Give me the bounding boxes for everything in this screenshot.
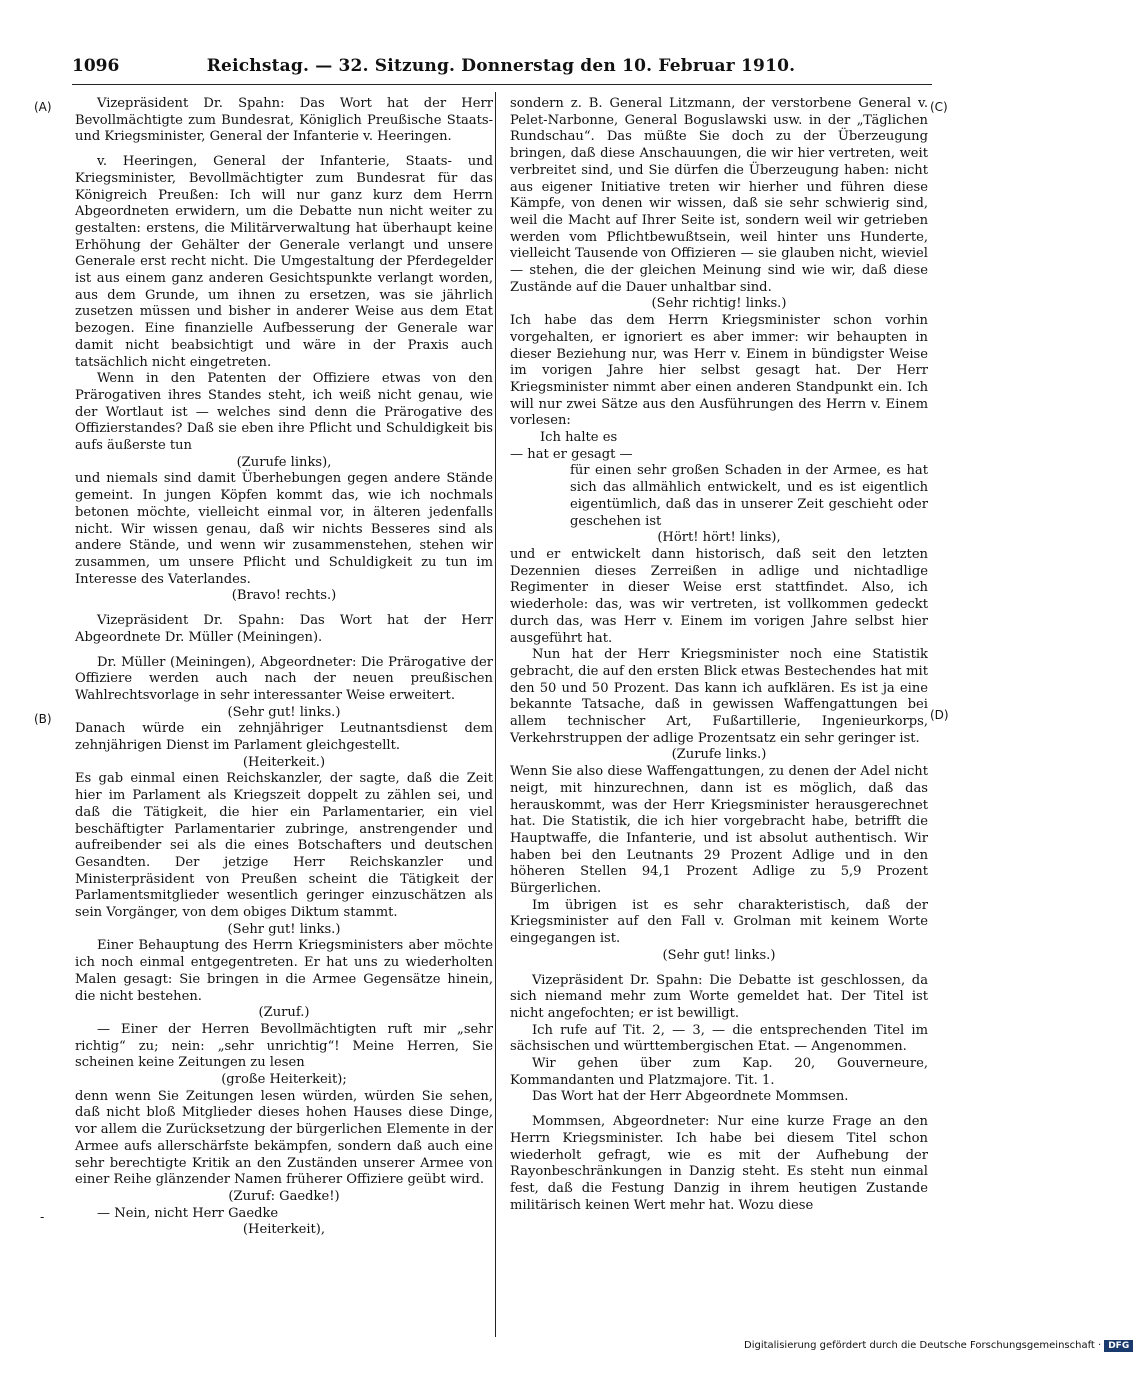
quote-line: Ich halte es xyxy=(540,430,618,446)
paragraph: Das Wort hat der Herr Abgeordnete Mommsen. xyxy=(532,1089,849,1105)
page-header xyxy=(72,56,930,82)
paragraph: Wir gehen über zum Kap. 20, Gouverneure, Kommandanten und Platzmajore. Tit. 1. xyxy=(510,1056,928,1088)
interjection: (Heiterkeit.) xyxy=(242,754,326,770)
paragraph: Nun hat der Herr Kriegsminister noch eine Statistik gebracht, die auf den ersten Blick etwas Bestechendes hat mit den 50 und 50 Prozent. Das kann ich aufklären. Es ist ja eine bekannte Tatsache, daß in gewissen Waffengattungen bei allem technischer Art, Fußartillerie, Ingenieurkorps, Verkehrstruppen der adlige Prozentsatz ein sehr geringer ist. xyxy=(510,647,928,746)
paragraph: Mommsen, Abgeordneter: Nur eine kurze Frage an den Herrn Kriegsminister. Ich habe bei diesem Titel schon wiederholt gefragt, wie es mit der Aufhebung der Rayonbeschränkungen in Danzig steht. Es steht nun einmal fest, daß die Festung Danzig in ihrem heutigen Zustande militärisch keinen Wert mehr hat. Wozu diese xyxy=(510,1114,928,1213)
paragraph: Wenn in den Patenten der Offiziere etwas von den Prärogativen ihres Standes steht, ich weiß nicht genau, wie der Wortlaut ist — welches sind denn die Prärogative des Offizierstandes? Daß sie eben ihre Pflicht und Schuldigkeit bis aufs äußerste tun xyxy=(75,371,493,454)
margin-mark-dash: - xyxy=(40,1210,45,1224)
quote-block: für einen sehr großen Schaden in der Armee, es hat sich das allmählich entwickelt, und es ist eigentlich eigentümlich, daß das in unserer Zeit geschieht oder geschehen ist xyxy=(570,463,928,529)
page-number: 1096 xyxy=(72,56,120,76)
interjection: (Heiterkeit), xyxy=(242,1222,326,1238)
left-column xyxy=(75,96,493,1239)
quote-line: — hat er gesagt — xyxy=(510,446,633,462)
interjection: (Hört! hört! links), xyxy=(657,530,781,546)
paragraph: Vizepräsident Dr. Spahn: Das Wort hat der Herr Abgeordnete Dr. Müller (Meiningen). xyxy=(75,613,493,645)
paragraph: Dr. Müller (Meiningen), Abgeordneter: Die Prärogative der Offiziere werden auch nach der neuen preußischen Wahlrechtsvorlage in sehr interessanter Weise erweitert. xyxy=(75,654,493,703)
paragraph: Einer Behauptung des Herrn Kriegsministers aber möchte ich noch einmal entgegentreten. Er hat uns zu wiederholten Malen gesagt: Sie bringen in die Armee Gegensätze hinein, die nicht bestehen. xyxy=(75,938,493,1004)
interjection: (Sehr gut! links.) xyxy=(227,921,341,937)
paragraph: und er entwickelt dann historisch, daß seit den letzten Dezennien dieses Zerreißen in adlige und nichtadlige Regimenter in dieser Weise erst stattfindet. Also, ich wiederhole: das, was wir vertreten, ist vollkommen gedeckt durch das, was Herr v. Einem im vorigen Jahre selbst hier ausgeführt hat. xyxy=(510,546,928,646)
paragraph: — Nein, nicht Herr Gaedke xyxy=(97,1205,279,1221)
margin-mark-d: (D) xyxy=(930,708,949,722)
paragraph: Wenn Sie also diese Waffengattungen, zu denen der Adel nicht neigt, mit hinzurechnen, dann ist es möglich, daß das herauskommt, was der Herr Kriegsminister herausgerechnet hat. Die Statistik, die ich hier vorgebracht habe, betrifft die Hauptwaffe, die Infanterie, und ist absolut authentisch. Wir haben bei den Leutnants 29 Prozent Adlige und in den höheren Stellen 94,1 Prozent Adlige zu 5,9 Prozent Bürgerlichen. xyxy=(510,764,928,897)
paragraph: v. Heeringen, General der Infanterie, Staats- und Kriegsminister, Bevollmächtigter zum Bundesrat für das Königreich Preußen: Ich will nur ganz kurz dem Herrn Abgeordneten erwidern, um die Debatte nun nicht weiter zu gestalten: erstens, die Militärverwaltung hat überhaupt keine Erhöhung der Gehälter der Generale verlangt und unsere Generale erst recht nicht. Die Umgestaltung der Pferdegelder ist aus einem ganz anderen Gesichtspunkte verlangt worden, aus dem Grunde, um ihnen zu ersetzen, was sie jährlich zusetzen müssen und bisher in anderer Weise aus dem Etat bezogen. Eine finanzielle Aufbesserung der Generale war damit nicht beabsichtigt und wäre in der Praxis auch tatsächlich nicht eingetreten. xyxy=(75,154,493,370)
footer-credit xyxy=(744,1340,1133,1352)
footer-text: Digitalisierung gefördert durch die Deutsche Forschungsgemeinschaft · xyxy=(744,1340,1102,1351)
interjection: (Zurufe links), xyxy=(236,454,332,470)
interjection: (Bravo! rechts.) xyxy=(231,588,337,604)
paragraph: Danach würde ein zehnjähriger Leutnantsdienst dem zehnjährigen Dienst im Parlament gleichgestellt. xyxy=(75,721,493,754)
paragraph: — Einer der Herren Bevollmächtigten ruft mir „sehr richtig“ zu; nein: „sehr unrichtig“! Meine Herren, Sie scheinen keine Zeitungen zu lesen xyxy=(75,1021,493,1071)
interjection: (Sehr gut! links.) xyxy=(662,947,776,963)
paragraph: Vizepräsident Dr. Spahn: Die Debatte ist geschlossen, da sich niemand mehr zum Worte gemeldet hat. Der Titel ist nicht angefochten; er ist bewilligt. xyxy=(510,972,928,1021)
paragraph: denn wenn Sie Zeitungen lesen würden, würden Sie sehen, daß nicht bloß Mitglieder dieses hohen Hauses diese Dinge, vor allem die Zurücksetzung der bürgerlichen Elemente in der Armee aufs allerschärfste bekämpfen, sondern daß auch eine sehr berechtigte Kritik an den Zuständen unserer Armee von einer Reihe glänzender Namen früherer Offiziere geübt wird. xyxy=(75,1088,493,1188)
paragraph: Ich habe das dem Herrn Kriegsminister schon vorhin vorgehalten, er ignoriert es aber immer: wir behaupten in dieser Beziehung nur, was Herr v. Einem in bündigster Weise im vorigen Jahre hier selbst gesagt hat. Der Herr Kriegsminister nimmt aber einen anderen Standpunkt ein. Ich will nur zwei Sätze aus den Ausführungen des Herrn v. Einem vorlesen: xyxy=(510,313,928,429)
interjection: (Sehr richtig! links.) xyxy=(651,296,787,312)
interjection: (Zurufe links.) xyxy=(671,747,767,763)
interjection: (Zuruf.) xyxy=(258,1005,310,1021)
paragraph: sondern z. B. General Litzmann, der verstorbene General v. Pelet-Narbonne, General Boguslawski usw. in der „Täglichen Rundschau“. Das müßte Sie doch zu der Überzeugung bringen, daß diese Anschauungen, die wir hier vertreten, weit verbreitet sind, und Sie dürfen die Überzeugung haben: nicht aus eigener Initiative treten wir hierher und führen diese Kämpfe, von denen wir wissen, daß sie sehr schwierig sind, weil die Macht auf Ihrer Seite ist, sondern weil wir getrieben werden vom Pflichtbewußtsein, weil hinter uns Hunderte, vielleicht Tausende von Offizieren — sie glauben nicht, wieviel — stehen, die der gleichen Meinung sind wie wir, daß diese Zustände auf die Dauer unhaltbar sind. xyxy=(510,96,928,295)
paragraph: Im übrigen ist es sehr charakteristisch, daß der Kriegsminister auf den Fall v. Grolman mit keinem Worte eingegangen ist. xyxy=(510,897,928,947)
running-title: Reichstag. — 32. Sitzung. Donnerstag den 10. Februar 1910. xyxy=(206,56,796,76)
paragraph: Vizepräsident Dr. Spahn: Das Wort hat der Herr Bevollmächtigte zum Bundesrat, Königlich Preußische Staats- und Kriegsminister, General der Infanterie v. Heeringen. xyxy=(75,96,493,145)
header-rule xyxy=(72,84,932,85)
margin-mark-c: (C) xyxy=(930,100,948,114)
column-divider xyxy=(495,92,496,1337)
interjection: (Zuruf: Gaedke!) xyxy=(228,1189,340,1204)
interjection: (große Heiterkeit); xyxy=(221,1072,347,1088)
paragraph: und niemals sind damit Überhebungen gegen andere Stände gemeint. In jungen Köpfen kommt das, wie ich nochmals betonen möchte, vielleicht einmal vor, in älteren jedenfalls nicht. Wir wissen genau, daß wir nichts Besseres sind als andere Stände, und wenn wir zusammenstehen, stehen wir zusammen, um unsere Pflicht und Schuldigkeit zu tun im Interesse des Vaterlandes. xyxy=(75,471,493,587)
paragraph: Es gab einmal einen Reichskanzler, der sagte, daß die Zeit hier im Parlament als Kriegszeit doppelt zu zählen sei, und daß die Tätigkeit, die hier ein Parlamentarier, ein viel beschäftigter Parlamentarier zubringe, anstrengender und aufreibender sei als die eines Botschafters und deutschen Gesandten. Der jetzige Herr Reichskanzler und Ministerpräsident von Preußen scheint die Tätigkeit der Parlamentsmitglieder wesentlich geringer einzuschätzen als sein Vorgänger, von dem obiges Diktum stammt. xyxy=(75,771,493,921)
interjection: (Sehr gut! links.) xyxy=(227,704,341,720)
margin-mark-b: (B) xyxy=(34,712,52,726)
dfg-logo: DFG xyxy=(1104,1340,1133,1352)
right-column xyxy=(510,96,928,1214)
paragraph: Ich rufe auf Tit. 2, — 3, — die entsprechenden Titel im sächsischen und württembergischen Etat. — Angenommen. xyxy=(510,1022,928,1055)
margin-mark-a: (A) xyxy=(34,100,52,114)
